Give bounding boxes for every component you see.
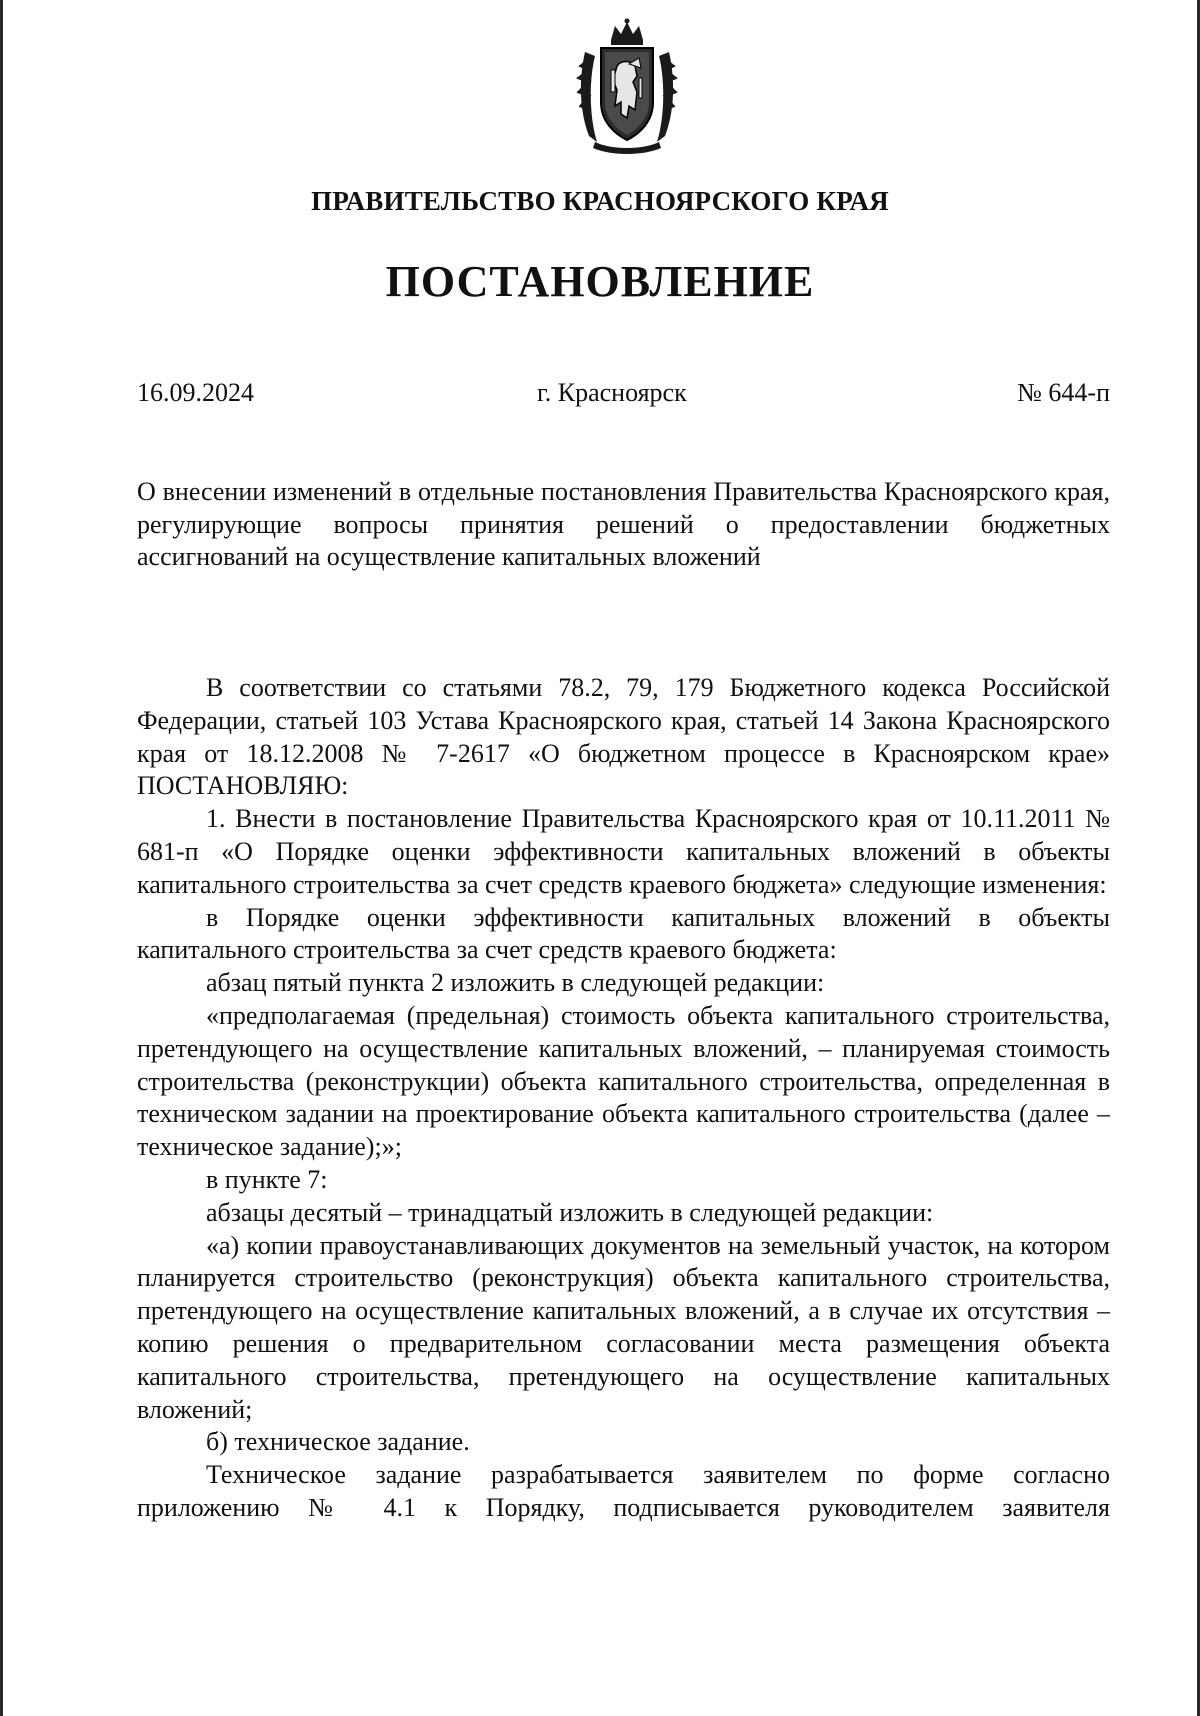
body-paragraph: абзацы десятый – тринадцатый изложить в следующей редакции:	[206, 1197, 934, 1227]
government-title: ПРАВИТЕЛЬСТВО КРАСНОЯРСКОГО КРАЯ	[311, 186, 889, 216]
document-body	[137, 672, 1110, 1525]
body-paragraph: в пункте 7:	[206, 1164, 328, 1194]
body-paragraph: «предполагаемая (предельная) стоимость объекта капитального строительства, претендующего на осуществление капитальных вложений, – планируемая стоимость строительства (реконструкции) объекта капитального строительства, определенная в техническом задании на проектирование объекта капитального строительства (далее – техническое задание);»;	[137, 1000, 1110, 1162]
document-city: г. Красноярск	[537, 378, 687, 407]
document-number: № 644-п	[1017, 378, 1110, 407]
document-type-title: ПОСТАНОВЛЕНИЕ	[385, 257, 815, 306]
body-paragraph: абзац пятый пункта 2 изложить в следующей редакции:	[206, 968, 825, 998]
body-paragraph: 1. Внести в постановление Правительства Красноярского края от 10.11.2011 № 681-п «О Порядке оценки эффективности капитальных вложений в объекты капитального строительства за счет средств краевого бюджета» следующие изменения:	[137, 804, 1110, 899]
body-paragraph: «а) копии правоустанавливающих документов на земельный участок, на котором планируется строительство (реконструкция) объекта капитального строительства, претендующего на осуществление капитальных вложений, а в случае их отсутствия – копию решения о предварительном согласовании места размещения объекта капитального строительства, претендующего на осуществление капитальных вложений;	[137, 1230, 1110, 1424]
body-paragraph: Техническое задание разрабатывается заявителем по форме согласно приложению № 4.1 к Порядку, подписывается руководителем заявителя	[137, 1460, 1110, 1522]
body-paragraph: б) техническое задание.	[206, 1427, 470, 1457]
body-paragraph: в Порядке оценки эффективности капитальных вложений в объекты капитального строительства за счет средств краевого бюджета:	[137, 902, 1110, 965]
document-date: 16.09.2024	[137, 378, 254, 407]
document-meta-row	[137, 378, 1110, 408]
coat-of-arms-icon	[571, 18, 683, 154]
body-paragraph: В соответствии со статьями 78.2, 79, 179 Бюджетного кодекса Российской Федерации, статьей 103 Устава Красноярского края, статьей 14 Закона Красноярского края от 18.12.2008 № 7-2617 «О бюджетном процессе в Красноярском крае» ПОСТАНОВЛЯЮ:	[137, 673, 1110, 801]
document-subject: О внесении изменений в отдельные постановления Правительства Красноярского края, регулирующие вопросы принятия решений о предоставлении бюджетных ассигнований на осуществление капитальных вложений	[137, 477, 1110, 572]
